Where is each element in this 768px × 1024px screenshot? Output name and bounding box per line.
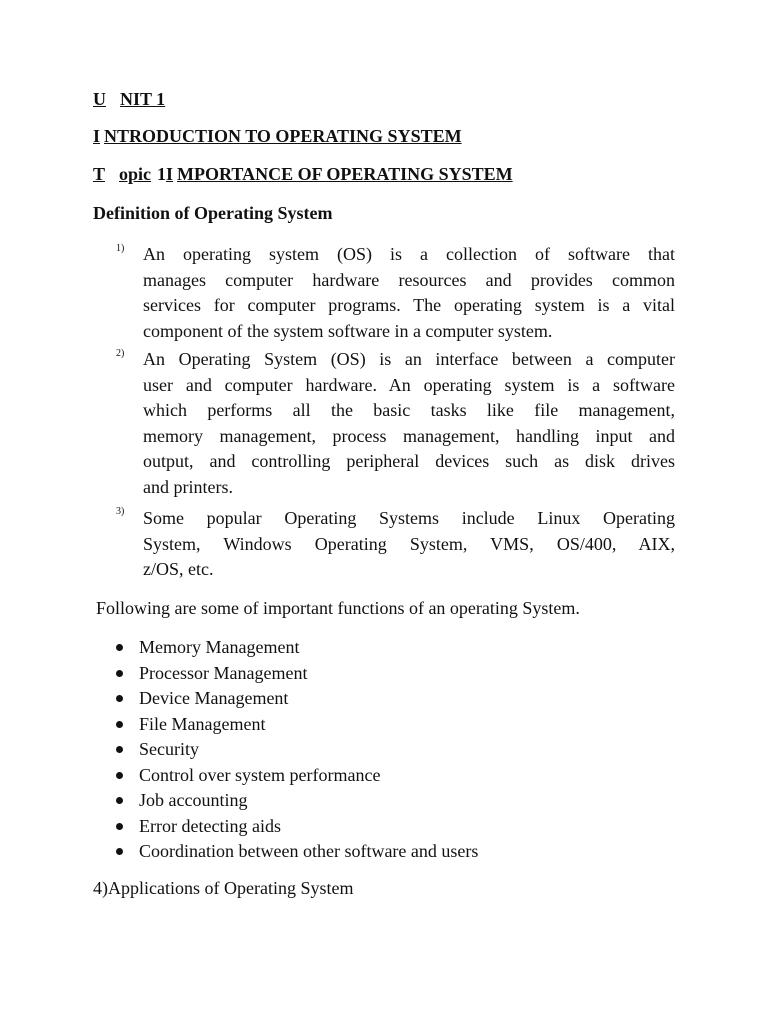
list-item-text: Coordination between other software and users: [139, 841, 479, 861]
list-item: [116, 814, 478, 840]
paragraph-line: component of the system software in a computer system.: [143, 320, 553, 341]
paragraph-line: manages computer hardware resources and provides common: [143, 269, 675, 290]
list-item: [116, 661, 478, 687]
list-item: [116, 839, 478, 865]
paragraph-line: An operating system (OS) is a collection of software that: [143, 244, 675, 264]
intro-heading-text: NTRODUCTION TO OPERATING SYSTEM: [104, 126, 462, 146]
bullet-icon: [116, 670, 123, 677]
list-item-text: Job accounting: [139, 790, 248, 810]
paragraph-line: output, and controlling peripheral devices such as disk drives: [143, 451, 675, 471]
intro-heading: [93, 125, 462, 147]
paragraph-line: Some popular Operating Systems include Linux Operating: [143, 508, 675, 528]
bullet-icon: [116, 746, 123, 753]
paragraph-line: and printers.: [143, 476, 233, 497]
topic-heading-text: MPORTANCE OF OPERATING SYSTEM: [177, 164, 513, 184]
list-item: [116, 686, 478, 712]
list-item: [116, 788, 478, 814]
topic-heading-word: opic: [119, 164, 152, 184]
bullet-icon: [116, 772, 123, 779]
list-item: [116, 763, 478, 789]
topic-heading-initial-2: I: [166, 164, 174, 184]
list-item: [116, 737, 478, 763]
definition-paragraph: [143, 242, 675, 344]
topic-heading: [93, 163, 513, 185]
list-item: [116, 635, 478, 661]
paragraph-line: services for computer programs. The operating system is a vital: [143, 295, 675, 315]
paragraph-line: which performs all the basic tasks like file management,: [143, 400, 675, 420]
list-item-text: Memory Management: [139, 637, 300, 657]
list-item-text: Error detecting aids: [139, 815, 281, 836]
list-marker: 1): [116, 243, 125, 254]
bullet-icon: [116, 823, 123, 830]
list-item-text: Security: [139, 739, 199, 759]
definition-paragraph: [143, 347, 675, 500]
paragraph-line: An Operating System (OS) is an interface between a computer: [143, 349, 675, 369]
unit-heading-initial: U: [93, 89, 106, 109]
topic-heading-initial: T: [93, 164, 106, 184]
list-item-text: Control over system performance: [139, 764, 381, 785]
list-marker: 3): [116, 506, 125, 517]
paragraph-line: memory management, process management, handling input and: [143, 425, 675, 446]
definition-title: Definition of Operating System: [93, 203, 333, 223]
bullet-icon: [116, 848, 123, 855]
bullet-icon: [116, 695, 123, 702]
list-item-text: File Management: [139, 713, 266, 734]
definition-paragraph: [143, 506, 675, 583]
bullet-icon: [116, 797, 123, 804]
list-item-text: Device Management: [139, 688, 289, 708]
bullet-icon: [116, 721, 123, 728]
functions-list: [116, 635, 478, 865]
list-item: [116, 712, 478, 738]
list-marker: 2): [116, 348, 125, 359]
unit-heading: [93, 88, 165, 110]
topic-heading-number: 1: [157, 164, 167, 184]
unit-heading-text: NIT 1: [120, 89, 166, 109]
paragraph-line: System, Windows Operating System, VMS, OS/400, AIX,: [143, 533, 675, 554]
intro-heading-initial: I: [93, 126, 101, 146]
paragraph-line: z/OS, etc.: [143, 559, 214, 579]
applications-heading: 4)Applications of Operating System: [93, 878, 354, 898]
paragraph-line: user and computer hardware. An operating system is a software: [143, 374, 675, 395]
functions-intro: Following are some of important functions of an operating System.: [96, 598, 580, 618]
list-item-text: Processor Management: [139, 662, 308, 683]
bullet-icon: [116, 644, 123, 651]
